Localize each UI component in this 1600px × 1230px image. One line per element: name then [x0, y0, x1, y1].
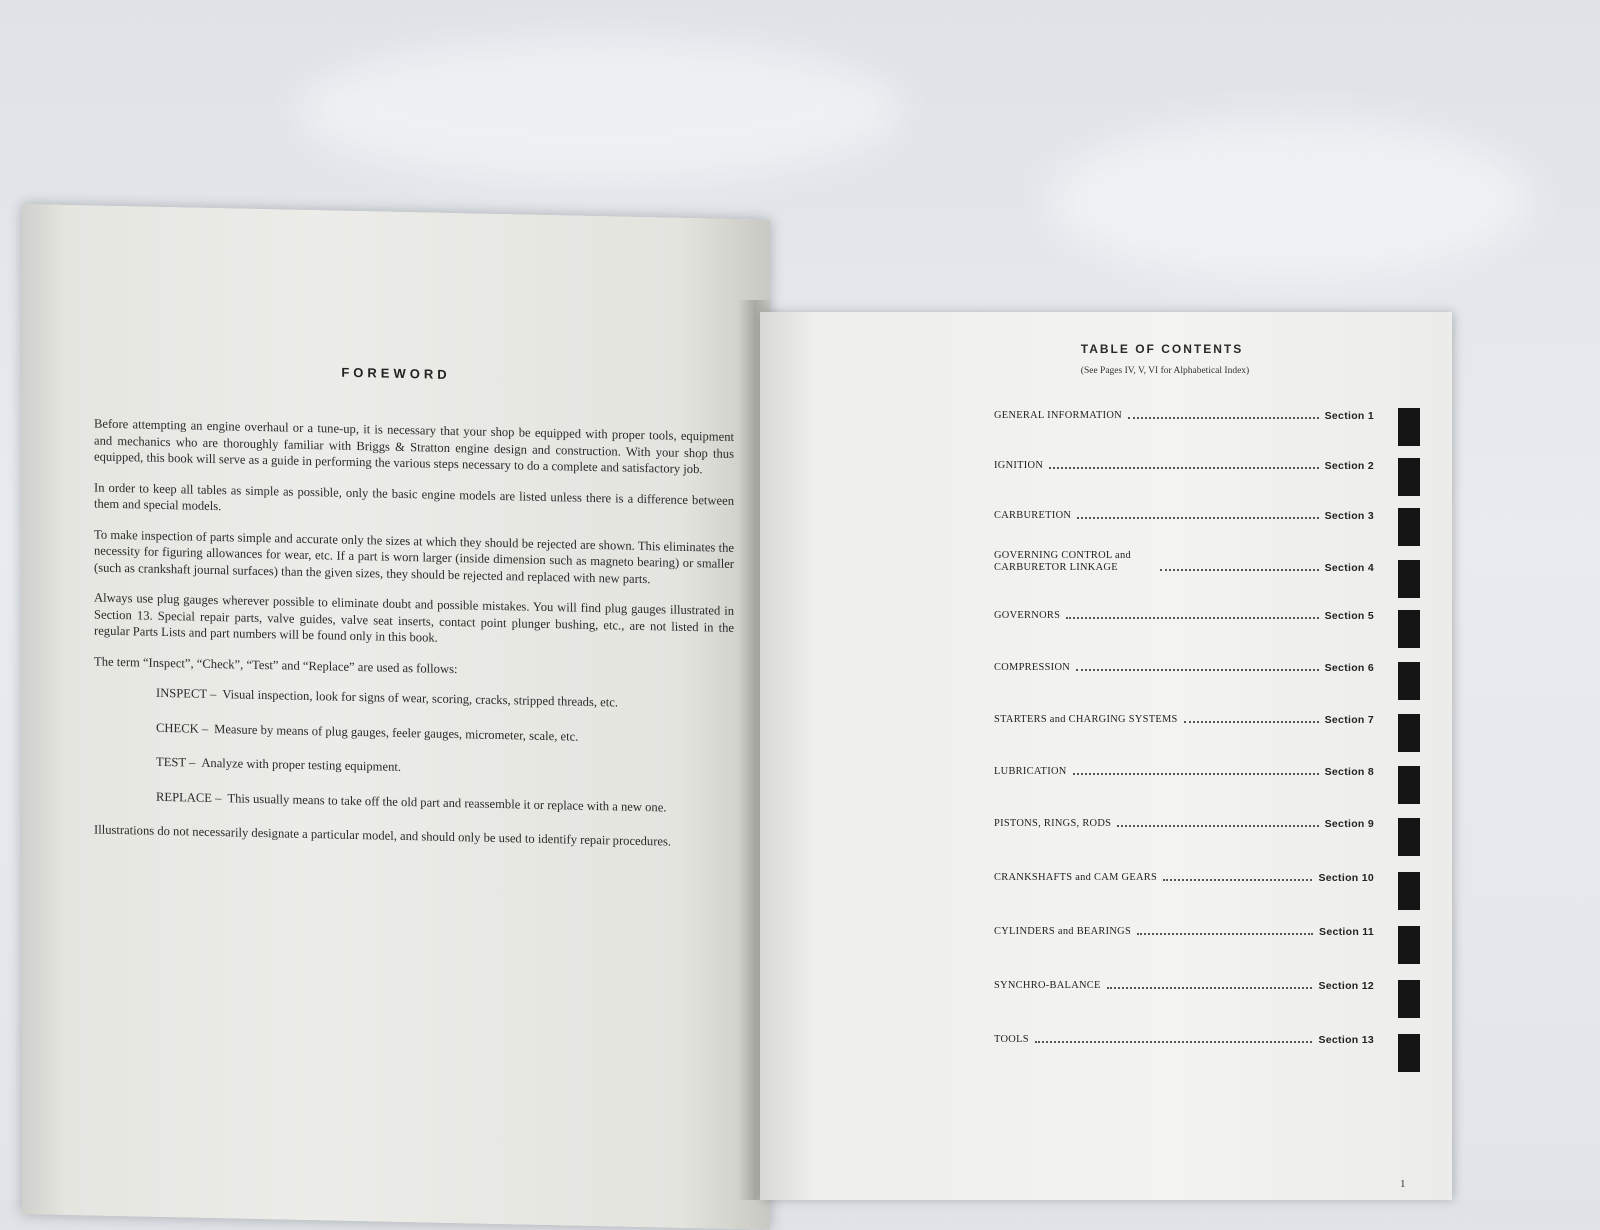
term-name: INSPECT – [156, 685, 217, 702]
term-definitions [94, 684, 734, 817]
section-thumb-tab [1398, 458, 1420, 496]
toc-entry-label: IGNITION [994, 460, 1044, 471]
toc-leader-dots [1035, 1040, 1313, 1043]
toc-leader-dots [1066, 616, 1318, 619]
toc-leader-dots [1107, 986, 1313, 989]
term-name: REPLACE – [156, 789, 222, 805]
foreword-paragraph: Always use plug gauges wherever possible to eliminate doubt and possible mistakes. You will find plug gauges illustrated in Section 13. Special repair parts, valve guides, valve seat inserts, contact point plunger bushing, etc., are not listed in the regular Parts Lists and part numbers will be found only in this book. [94, 590, 734, 645]
toc-entry-section: Section 4 [1324, 562, 1374, 574]
term-replace [156, 788, 734, 817]
foreword-paragraph: To make inspection of parts simple and accurate only the sizes at which they should be rejected are shown. This eliminates the necessity for figuring allowances for wear, etc. If a part is worn larger (inside dimension such as magneto bearing) or smaller (such as crankshaft journal surfaces) than the given sizes, they should be rejected and replaced with new parts. [94, 527, 734, 586]
contents-page [760, 312, 1452, 1200]
toc-entry-section: Section 8 [1324, 766, 1374, 778]
toc-entry-label: STARTERS and CHARGING SYSTEMS [994, 714, 1178, 725]
section-thumb-tab [1398, 508, 1420, 546]
toc-entry-section: Section 7 [1324, 714, 1374, 726]
toc-entry [994, 980, 1374, 992]
page-number: 1 [1400, 1178, 1406, 1190]
foreword-closing: Illustrations do not necessarily designate a particular model, and should only be used to identify repair procedures. [94, 822, 672, 849]
toc-entry-label: GENERAL INFORMATION [994, 410, 1122, 421]
toc-leader-dots [1073, 772, 1319, 775]
toc-entry-section: Section 9 [1324, 818, 1374, 830]
toc-entry [994, 872, 1374, 884]
foreword-page [22, 204, 770, 1230]
toc-entry [994, 818, 1374, 830]
toc-entry-label: PISTONS, RINGS, RODS [994, 818, 1112, 829]
toc-entry-label: LUBRICATION [994, 766, 1067, 777]
toc-entry [994, 460, 1374, 472]
toc-entry-section: Section 3 [1324, 510, 1374, 522]
toc-entry-label: CYLINDERS and BEARINGS [994, 926, 1132, 937]
toc-entry-section: Section 11 [1319, 926, 1374, 938]
toc-entry [994, 714, 1374, 726]
toc-index-note: (See Pages IV, V, VI for Alphabetical Index) [1080, 366, 1250, 376]
toc-entry [994, 610, 1374, 622]
section-thumb-tab [1398, 714, 1420, 752]
toc-leader-dots [1137, 932, 1313, 935]
toc-entry-section: Section 13 [1318, 1034, 1374, 1046]
toc-leader-dots [1184, 720, 1319, 723]
term-description: Measure by means of plug gauges, feeler gauges, micrometer, scale, etc. [214, 721, 579, 744]
toc-entry [994, 662, 1374, 674]
toc-leader-dots [1076, 668, 1319, 671]
term-description: Analyze with proper testing equipment. [201, 755, 402, 774]
toc-entry-label: CARBURETION [994, 510, 1072, 521]
toc-entry-section: Section 10 [1318, 872, 1374, 884]
toc-entry [994, 510, 1374, 522]
term-inspect [156, 685, 734, 714]
toc-entry-label: CRANKSHAFTS and CAM GEARS [994, 872, 1158, 883]
toc-entry-section: Section 12 [1318, 980, 1374, 992]
section-thumb-tab [1398, 818, 1420, 856]
toc-entry-label: TOOLS [994, 1034, 1029, 1045]
toc-entry [994, 410, 1374, 422]
toc-leader-dots [1160, 568, 1319, 571]
toc-entry [994, 1034, 1374, 1046]
term-description: Visual inspection, look for signs of wear, scoring, cracks, stripped threads, etc. [222, 687, 619, 710]
toc-title: TABLE OF CONTENTS [1080, 342, 1244, 356]
toc-entry-section: Section 1 [1324, 410, 1374, 422]
term-name: CHECK – [156, 720, 209, 736]
term-check [156, 719, 734, 748]
toc-entry [994, 926, 1374, 938]
foreword-body [94, 416, 734, 866]
foreword-paragraph: Before attempting an engine overhaul or a tune-up, it is necessary that your shop be equipped with proper tools, equipment and mechanics who are thoroughly familiar with Briggs & Stratton engine design and construction. With your shop thus equipped, this book will serve as a guide in performing the various steps necessary to do a complete and satisfactory job. [94, 416, 734, 477]
section-thumb-tab [1398, 1034, 1420, 1072]
cloth-highlight [300, 40, 900, 180]
toc-entry-section: Section 5 [1324, 610, 1374, 622]
toc-entry [994, 766, 1374, 778]
toc-entry-label: SYNCHRO-BALANCE [994, 980, 1101, 991]
cloth-highlight [1050, 120, 1530, 280]
section-thumb-tab [1398, 610, 1420, 648]
toc-entry-label: GOVERNORS [994, 610, 1061, 621]
toc-leader-dots [1117, 824, 1318, 827]
toc-entry-section: Section 2 [1324, 460, 1374, 472]
foreword-title: FOREWORD [341, 364, 451, 382]
term-test [156, 754, 734, 783]
foreword-paragraph: The term “Inspect”, “Check”, “Test” and “Replace” are used as follows: [94, 654, 458, 676]
section-thumb-tab [1398, 662, 1420, 700]
section-thumb-tab [1398, 872, 1420, 910]
section-thumb-tab [1398, 408, 1420, 446]
section-thumb-tab [1398, 980, 1420, 1018]
toc-entry [994, 550, 1374, 574]
toc-entry-label: GOVERNING CONTROL and CARBURETOR LINKAGE [994, 550, 1131, 573]
foreword-paragraph: In order to keep all tables as simple as possible, only the basic engine models are listed unless there is a difference between them and special models. [94, 480, 734, 514]
section-thumb-tab [1398, 766, 1420, 804]
toc-leader-dots [1128, 416, 1319, 419]
toc-leader-dots [1077, 516, 1318, 519]
toc-leader-dots [1163, 878, 1312, 881]
section-thumb-tab [1398, 560, 1420, 598]
toc-entry-label: COMPRESSION [994, 662, 1071, 673]
term-description: This usually means to take off the old part and reassemble it or replace with a new one. [227, 790, 667, 814]
toc-leader-dots [1049, 466, 1318, 469]
term-name: TEST – [156, 754, 196, 770]
toc-entry-section: Section 6 [1324, 662, 1374, 674]
section-thumb-tab [1398, 926, 1420, 964]
